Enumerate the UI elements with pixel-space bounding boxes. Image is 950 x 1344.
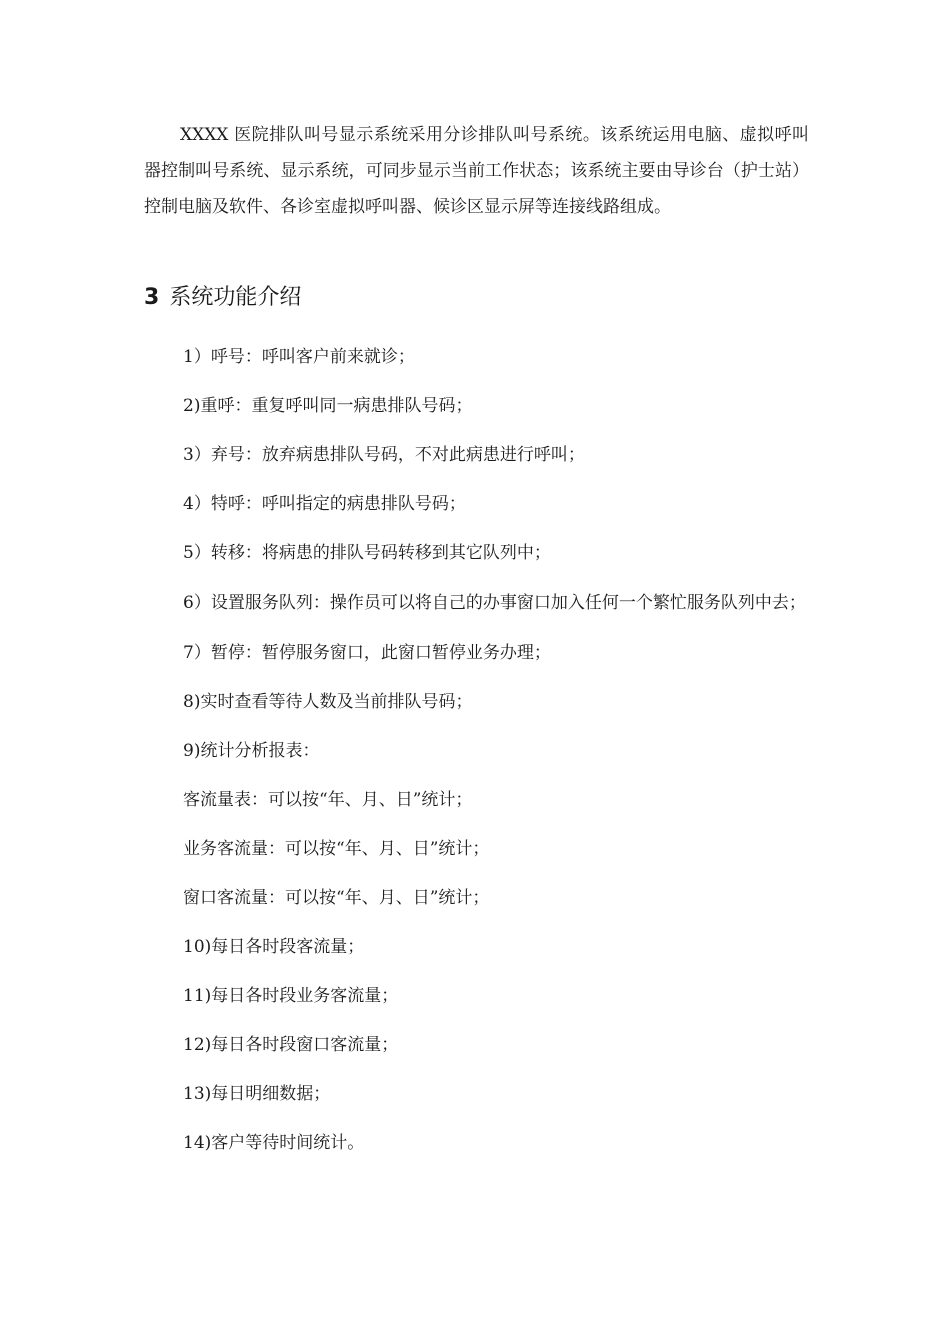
list-item: 客流量表：可以按“年、月、日”统计； [183,790,473,810]
list-item: 窗口客流量：可以按“年、月、日”统计； [183,888,490,908]
list-item: 11)每日各时段业务客流量； [183,986,399,1006]
list-item: 8)实时查看等待人数及当前排队号码； [183,692,473,712]
list-item: 6）设置服务队列：操作员可以将自己的办事窗口加入任何一个繁忙服务队列中去； [183,593,806,613]
list-item: 3）弃号：放弃病患排队号码，不对此病患进行呼叫； [183,445,585,465]
list-item: 12)每日各时段窗口客流量； [183,1035,399,1055]
intro-paragraph: XXXX 医院排队叫号显示系统采用分诊排队叫号系统。该系统运用电脑、虚拟呼叫器控制叫号系统、显示系统，可同步显示当前工作状态；该系统主要由导诊台（护士站）控制电脑及软件、各诊室虚拟呼叫器、候诊区显示屏等连接线路组成。 [144,125,809,217]
section-number: 3 [144,285,160,310]
feature-list [144,340,809,1175]
list-item: 5）转移：将病患的排队号码转移到其它队列中； [183,543,551,563]
list-item: 9)统计分析报表： [183,741,320,761]
list-item: 4）特呼：呼叫指定的病患排队号码； [183,494,466,514]
list-item: 14)客户等待时间统计。 [183,1133,365,1153]
list-item: 业务客流量：可以按“年、月、日”统计； [183,839,490,859]
list-item: 1）呼号：呼叫客户前来就诊； [183,347,415,367]
list-item: 10)每日各时段客流量； [183,937,365,957]
list-item: 7）暂停：暂停服务窗口，此窗口暂停业务办理； [183,643,551,663]
section-title: 系统功能介绍 [169,285,302,310]
section-heading [144,282,301,314]
list-item: 13)每日明细数据； [183,1084,331,1104]
list-item: 2)重呼：重复呼叫同一病患排队号码； [183,396,473,416]
